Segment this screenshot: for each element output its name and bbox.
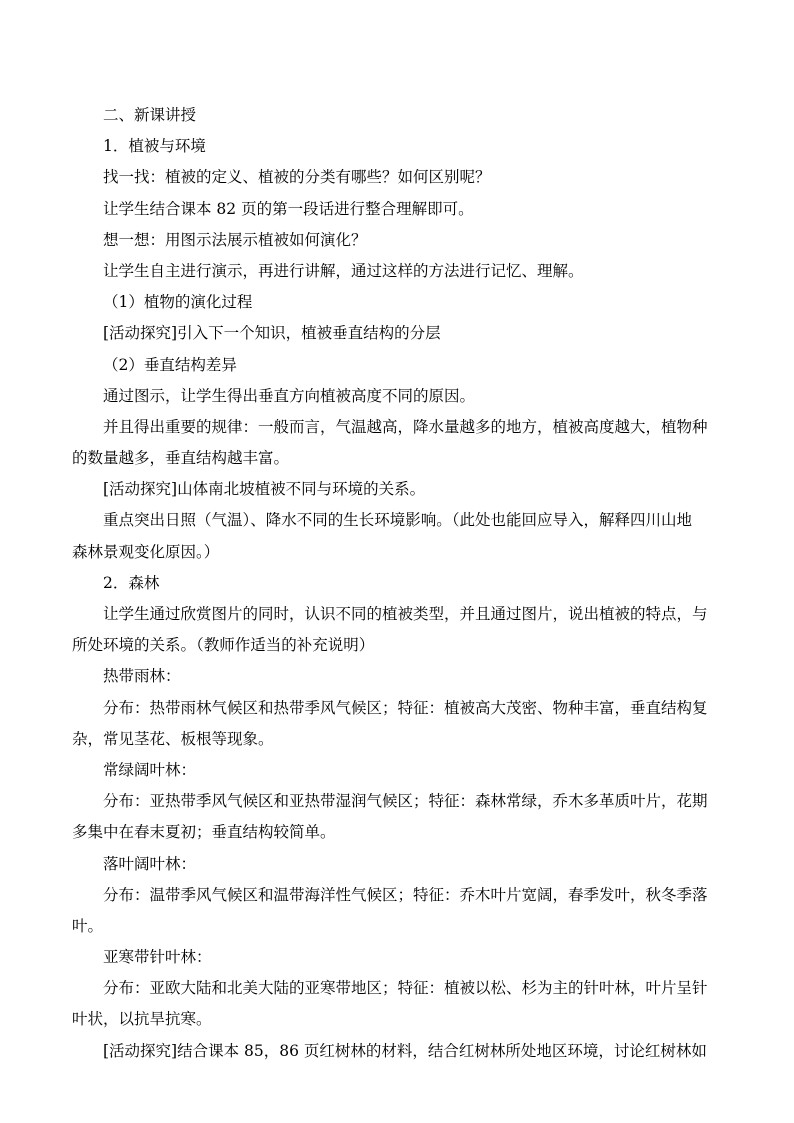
forest-intro-line1: 让学生通过欣赏图片的同时，认识不同的植被类型，并且通过图片，说出植被的特点，与: [103, 605, 708, 623]
forest-name-tropical-rainforest: 热带雨林：: [103, 667, 181, 686]
focus-paragraph-line2: 森林景观变化原因。）: [72, 542, 220, 561]
point-vertical-structure: （2）垂直结构差异: [103, 355, 237, 374]
activity-layering: [活动探究]引入下一个知识，植被垂直结构的分层: [103, 324, 441, 343]
forest-desc-line1: 分布：热带雨林气候区和热带季风气候区；特征：植被高大茂密、物种丰富，垂直结构复: [103, 698, 708, 717]
activity-slopes: [活动探究]山体南北坡植被不同与环境的关系。: [103, 480, 426, 499]
forest-desc-line2: 多集中在春末夏初；垂直结构较简单。: [72, 823, 336, 842]
forest-name-deciduous-broadleaf: 落叶阔叶林：: [103, 854, 197, 873]
subsection-heading-forest: 2．森林: [103, 573, 160, 592]
point-evolution: （1）植物的演化过程: [103, 293, 253, 312]
think-guidance: 让学生自主进行演示，再进行讲解，通过这样的方法进行记忆、理解。: [103, 261, 584, 280]
forest-desc-line1: 分布：温带季风气候区和温带海洋性气候区；特征：乔木叶片宽阔，春季发叶，秋冬季落: [103, 885, 708, 904]
forest-desc-line2: 杂，常见茎花、板根等现象。: [72, 729, 274, 748]
activity-mangrove: [活动探究]结合课本 85，86 页红树林的材料，结合红树林所处地区环境，讨论红树林如: [103, 1041, 707, 1060]
subsection-heading-vegetation: 1．植被与环境: [103, 137, 206, 156]
section-heading: 二、新课讲授: [103, 106, 197, 124]
document-page: [72, 100, 726, 1067]
rule-paragraph-line1: 并且得出重要的规律：一般而言，气温越高，降水量越多的地方，植被高度越大，植物种: [103, 417, 708, 436]
diagram-note: 通过图示，让学生得出垂直方向植被高度不同的原因。: [103, 386, 476, 405]
forest-name-subarctic-coniferous: 亚寒带针叶林：: [103, 948, 212, 967]
rule-paragraph-line2: 的数量越多，垂直结构越丰富。: [72, 449, 290, 468]
focus-paragraph-line1: 重点突出日照（气温）、降水不同的生长环境影响。（此处也能回应导入，解释四川山地: [103, 511, 693, 530]
find-guidance: 让学生结合课本 82 页的第一段话进行整合理解即可。: [103, 199, 474, 218]
forest-intro-line2: 所处环境的关系。（教师作适当的补充说明）: [72, 636, 375, 655]
think-task: 想一想：用图示法展示植被如何演化？: [103, 230, 367, 249]
forest-desc-line2: 叶。: [72, 916, 104, 935]
forest-name-evergreen-broadleaf: 常绿阔叶林：: [103, 760, 197, 779]
forest-desc-line1: 分布：亚热带季风气候区和亚热带湿润气候区；特征：森林常绿，乔木多革质叶片，花期: [103, 792, 708, 811]
forest-desc-line1: 分布：亚欧大陆和北美大陆的亚寒带地区；特征：植被以松、杉为主的针叶林，叶片呈针: [103, 979, 708, 998]
find-task: 找一找：植被的定义、植被的分类有哪些？如何区别呢？: [103, 168, 491, 187]
forest-desc-line2: 叶状，以抗旱抗寒。: [72, 1010, 212, 1029]
